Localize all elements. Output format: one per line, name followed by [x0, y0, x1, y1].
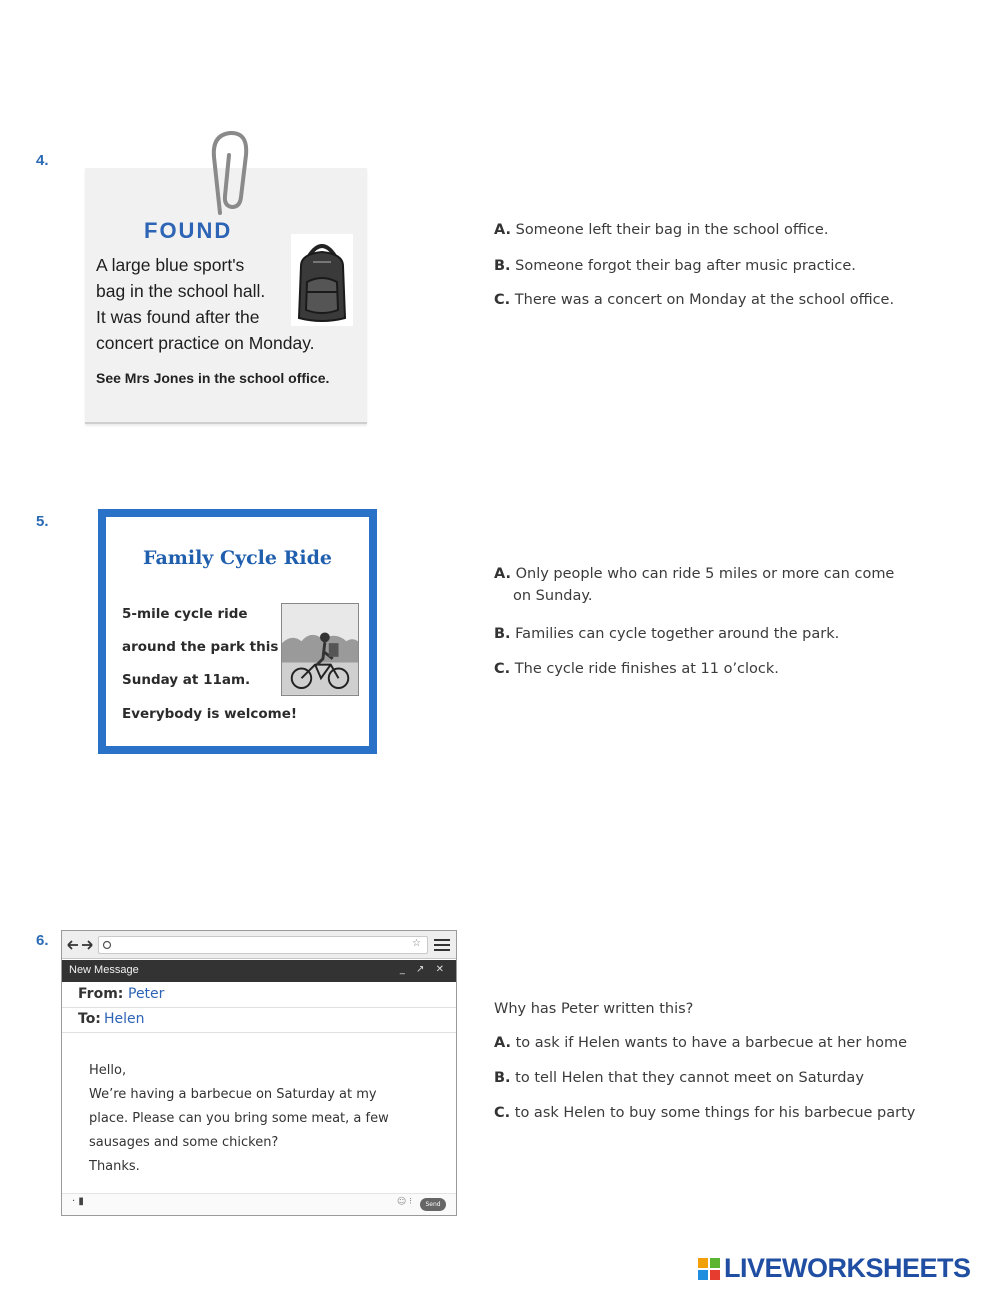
option-text: to ask if Helen wants to have a barbecue at her home — [515, 1035, 908, 1051]
option-text: Only people who can ride 5 miles or more can come — [515, 566, 895, 582]
option-letter: B. — [494, 1070, 511, 1086]
poster-title: Family Cycle Ride — [143, 547, 332, 569]
notice-line-4: concert practice on Monday. — [96, 333, 315, 353]
q5-option-b[interactable] — [494, 626, 839, 642]
option-text: Families can cycle together around the park. — [515, 626, 840, 642]
option-letter: A. — [494, 222, 511, 238]
poster-line-2: around the park this — [122, 639, 279, 655]
send-button[interactable]: Send — [420, 1198, 446, 1211]
to-label: To: — [78, 1011, 101, 1027]
window-controls-icon[interactable]: _ ↗ ✕ — [399, 964, 448, 975]
option-letter: A. — [494, 1035, 511, 1051]
q4-option-b[interactable] — [494, 258, 856, 274]
from-label: From: — [78, 986, 124, 1002]
backpack-icon — [291, 234, 353, 326]
notice-footer: See Mrs Jones in the school office. — [96, 370, 330, 386]
notice-title: FOUND — [144, 218, 233, 243]
q6-option-a[interactable] — [494, 1035, 907, 1051]
q5-option-c[interactable] — [494, 661, 779, 677]
q6-question-text: Why has Peter written this? — [494, 1001, 694, 1017]
paperclip-icon — [200, 127, 254, 217]
poster-line-4: Everybody is welcome! — [122, 706, 298, 722]
message-line-3: place. Please can you bring some meat, a few — [89, 1111, 389, 1126]
q4-option-a[interactable] — [494, 222, 828, 238]
message-line-4: sausages and some chicken? — [89, 1135, 279, 1150]
logo-text: LIVEWORKSHEETS — [724, 1253, 971, 1283]
option-letter: B. — [494, 258, 511, 274]
message-titlebar — [62, 960, 456, 982]
message-line-5: Thanks. — [89, 1159, 140, 1174]
q4-option-c[interactable] — [494, 292, 894, 308]
question-number-6: 6. — [36, 932, 49, 949]
option-letter: A. — [494, 566, 511, 582]
window-title: New Message — [69, 964, 139, 976]
option-text: Someone forgot their bag after music practice. — [515, 258, 856, 274]
to-value: Helen — [104, 1011, 145, 1027]
cycle-ride-poster — [98, 509, 377, 754]
option-letter: C. — [494, 661, 511, 677]
cyclist-photo — [281, 603, 359, 696]
logo-grid-icon — [698, 1258, 720, 1280]
option-text: to ask Helen to buy some things for his barbecue party — [514, 1105, 916, 1121]
question-number-5: 5. — [36, 513, 49, 530]
message-line-1: Hello, — [89, 1063, 127, 1078]
poster-line-3: Sunday at 11am. — [122, 672, 251, 688]
attach-icon[interactable]: ☺ ⁝ — [396, 1197, 412, 1207]
address-bar[interactable] — [98, 936, 428, 954]
email-window — [61, 930, 457, 1216]
option-text: The cycle ride finishes at 11 o’clock. — [514, 661, 779, 677]
message-footer — [62, 1193, 456, 1215]
notice-line-1: A large blue sport's — [96, 255, 245, 275]
option-letter: C. — [494, 1105, 511, 1121]
question-number-4: 4. — [36, 152, 49, 169]
from-value: Peter — [128, 986, 165, 1002]
format-icon[interactable]: · ▮ — [72, 1196, 84, 1207]
option-letter: C. — [494, 292, 511, 308]
option-letter: B. — [494, 626, 511, 642]
reload-icon[interactable] — [102, 940, 112, 950]
notice-line-3: It was found after the — [96, 307, 260, 327]
from-row — [62, 983, 456, 1008]
star-icon[interactable]: ☆ — [412, 938, 421, 949]
to-row — [62, 1008, 456, 1033]
menu-icon[interactable] — [434, 938, 450, 952]
poster-line-1: 5-mile cycle ride — [122, 606, 248, 622]
message-line-2: We’re having a barbecue on Saturday at my — [89, 1087, 377, 1102]
q5-option-a[interactable] — [494, 566, 894, 604]
browser-toolbar — [62, 931, 456, 959]
notice-line-2: bag in the school hall. — [96, 281, 266, 301]
q6-option-b[interactable] — [494, 1070, 864, 1086]
q6-option-c[interactable] — [494, 1105, 915, 1121]
option-text: to tell Helen that they cannot meet on Saturday — [515, 1070, 864, 1086]
option-text-continuation: on Sunday. — [513, 588, 593, 604]
option-text: There was a concert on Monday at the school office. — [514, 292, 895, 308]
option-text: Someone left their bag in the school office. — [515, 222, 829, 238]
message-body[interactable] — [89, 1059, 429, 1179]
back-forward-icon[interactable] — [66, 938, 96, 952]
